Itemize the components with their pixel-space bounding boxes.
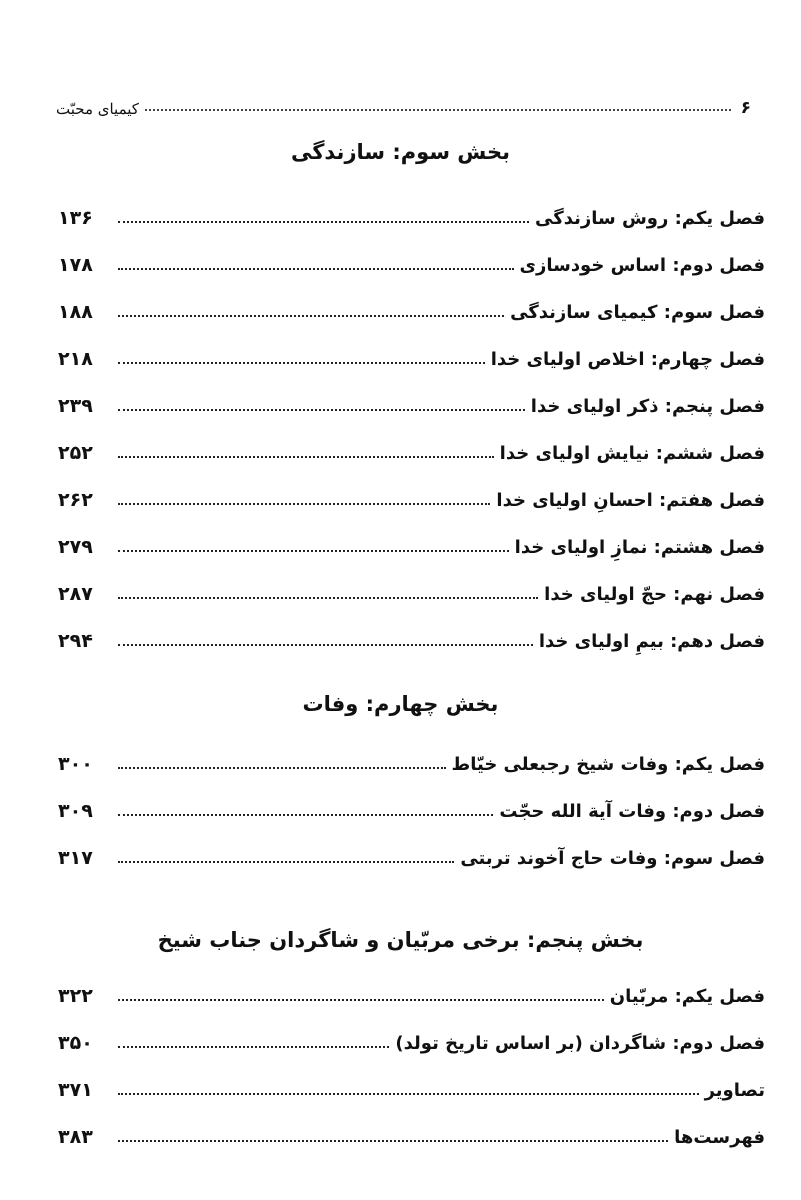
entry-label: فصل دوم: شاگردان (بر اساس تاریخ تولد): [395, 1033, 765, 1054]
dot-leader: [118, 221, 529, 223]
entry-page: ۳۵۰: [58, 1032, 93, 1054]
section-title-5: بخش پنجم: برخی مربّیان و شاگردان جناب شیخ: [157, 928, 644, 952]
dot-leader: [118, 644, 533, 646]
entry-page: ۳۰۰: [58, 753, 93, 775]
entry-page: ۳۷۱: [58, 1079, 93, 1101]
entry-label: فصل سوم: کیمیای سازندگی: [510, 302, 765, 323]
entry-page: ۳۱۷: [58, 847, 93, 869]
toc-entry[interactable]: [58, 1054, 765, 1101]
entry-label: فصل یکم: وفات شیخ رجبعلی خیّاط: [451, 754, 765, 775]
entry-page: ۲۶۲: [58, 489, 93, 511]
toc-entry[interactable]: [58, 775, 765, 822]
dot-leader: [118, 503, 490, 505]
entry-page: ۲۷۹: [58, 536, 93, 558]
entry-label: فصل دوم: وفات آیة الله حجّت: [499, 801, 765, 822]
section-title-4: بخش چهارم: وفات: [302, 692, 499, 716]
entry-label: فهرست‌ها: [674, 1127, 765, 1148]
dot-leader: [118, 814, 493, 816]
entry-page: ۱۷۸: [58, 254, 93, 276]
toc-entry[interactable]: [58, 182, 765, 229]
entry-page: ۲۹۴: [58, 630, 93, 652]
entry-label: فصل نهم: حجّ اولیای خدا: [544, 584, 765, 605]
toc-entry[interactable]: [58, 605, 765, 652]
entry-page: ۳۲۲: [58, 985, 93, 1007]
running-header: [56, 84, 751, 118]
entry-label: فصل دهم: بیمِ اولیای خدا: [538, 631, 765, 652]
header-dotted-rule: [145, 109, 731, 111]
entry-label: فصل ششم: نیایش اولیای خدا: [499, 443, 765, 464]
toc-list-section-4: [58, 728, 765, 869]
toc-entry[interactable]: [58, 1007, 765, 1054]
dot-leader: [118, 315, 504, 317]
entry-label: فصل هشتم: نمازِ اولیای خدا: [514, 537, 765, 558]
toc-entry[interactable]: [58, 1101, 765, 1148]
header-book-title: کیمیای محبّت: [56, 100, 139, 118]
dot-leader: [118, 456, 494, 458]
entry-page: ۲۱۸: [58, 348, 93, 370]
dot-leader: [118, 597, 538, 599]
dot-leader: [118, 1046, 389, 1048]
entry-label: فصل سوم: وفات حاج آخوند تربتی: [460, 848, 765, 869]
header-page-number: ۶: [740, 98, 751, 118]
toc-entry[interactable]: [58, 370, 765, 417]
entry-label: فصل دوم: اساس خودسازی: [519, 255, 765, 276]
dot-leader: [118, 409, 525, 411]
dot-leader: [118, 1140, 668, 1142]
entry-label: تصاویر: [704, 1080, 765, 1101]
entry-page: ۲۵۲: [58, 442, 93, 464]
entry-label: فصل پنجم: ذکر اولیای خدا: [530, 396, 765, 417]
section-title-3: بخش سوم: سازندگی: [290, 140, 511, 164]
dot-leader: [118, 268, 514, 270]
toc-entry[interactable]: [58, 417, 765, 464]
toc-entry[interactable]: [58, 323, 765, 370]
entry-page: ۲۳۹: [58, 395, 93, 417]
entry-page: ۲۸۷: [58, 583, 93, 605]
dot-leader: [118, 999, 604, 1001]
dot-leader: [118, 1093, 699, 1095]
toc-entry[interactable]: [58, 276, 765, 323]
toc-entry[interactable]: [58, 822, 765, 869]
dot-leader: [118, 861, 454, 863]
toc-entry[interactable]: [58, 728, 765, 775]
dot-leader: [118, 767, 446, 769]
entry-label: فصل چهارم: اخلاص اولیای خدا: [490, 349, 765, 370]
dot-leader: [118, 550, 509, 552]
entry-label: فصل یکم: مربّیان: [609, 986, 765, 1007]
toc-list-section-5: [58, 960, 765, 1148]
entry-label: فصل یکم: روش سازندگی: [535, 208, 765, 229]
entry-page: ۱۳۶: [58, 207, 93, 229]
dot-leader: [118, 362, 485, 364]
toc-entry[interactable]: [58, 960, 765, 1007]
entry-page: ۳۰۹: [58, 800, 93, 822]
toc-list-section-3: [58, 182, 765, 652]
toc-entry[interactable]: [58, 464, 765, 511]
toc-entry[interactable]: [58, 558, 765, 605]
toc-entry[interactable]: [58, 511, 765, 558]
entry-page: ۳۸۳: [58, 1126, 93, 1148]
entry-label: فصل هفتم: احسانِ اولیای خدا: [496, 490, 765, 511]
toc-entry[interactable]: [58, 229, 765, 276]
entry-page: ۱۸۸: [58, 301, 93, 323]
